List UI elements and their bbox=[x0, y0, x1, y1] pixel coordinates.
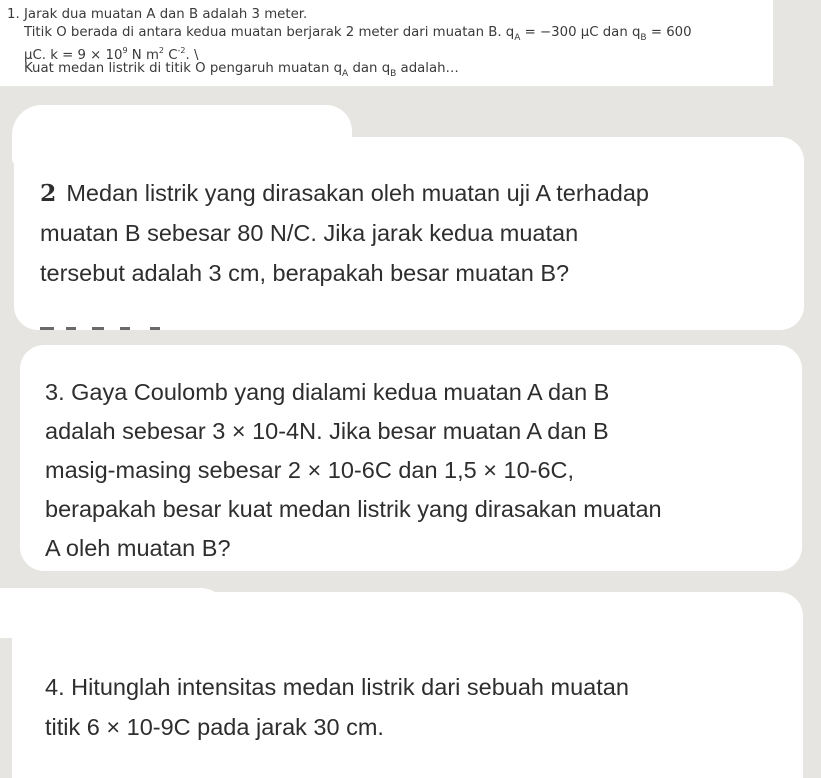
question-1-number: 1. bbox=[7, 7, 20, 22]
question-2-line-2: muatan B sebesar 80 N/C. Jika jarak kedua muatan bbox=[40, 220, 579, 246]
question-4-line-2: titik 6 × 10-9C pada jarak 30 cm. bbox=[45, 714, 384, 740]
question-3-line-1: 3. Gaya Coulomb yang dialami kedua muatan A dan B bbox=[45, 379, 610, 405]
question-2-number: 2 bbox=[40, 179, 57, 207]
question-2-text bbox=[40, 173, 649, 293]
question-3-line-4: berapakah besar kuat medan listrik yang dirasakan muatan bbox=[45, 496, 662, 522]
question-1-card bbox=[0, 0, 773, 86]
cropped-text-mark bbox=[150, 327, 160, 330]
question-3-line-3: masig-masing sebesar 2 × 10-6C dan 1,5 × 10-6C, bbox=[45, 457, 575, 483]
question-4-line-1: 4. Hitunglah intensitas medan listrik dari sebuah muatan bbox=[45, 674, 629, 700]
question-2-line-1: 2 Medan listrik yang dirasakan oleh muatan uji A terhadap bbox=[40, 179, 649, 207]
question-1-line-4: Kuat medan listrik di titik O pengaruh muatan $q_A$ dan $q_B$ adalah… bbox=[24, 61, 459, 79]
question-3-text bbox=[45, 373, 662, 568]
question-1-line-2: Titik O berada di antara kedua muatan berjarak 2 meter dari muatan B. $q_A = -300$ μC dan $q_B = 600$ bbox=[24, 25, 692, 43]
question-3-line-2: adalah sebesar 3 × 10-4N. Jika besar muatan A dan B bbox=[45, 418, 609, 444]
question-3-line-5: A oleh muatan B? bbox=[45, 535, 231, 561]
question-4-text bbox=[45, 667, 629, 747]
question-1-line-1: Jarak dua muatan A dan B adalah 3 meter. bbox=[24, 7, 308, 22]
cropped-text-mark bbox=[120, 327, 130, 330]
cropped-text-mark bbox=[66, 327, 76, 330]
cropped-text-mark bbox=[40, 327, 54, 330]
question-2-line-3: tersebut adalah 3 cm, berapakah besar muatan B? bbox=[40, 260, 570, 286]
cropped-text-mark bbox=[92, 327, 104, 330]
question-1-line-3: μC. $k = 9 \times 10^9$ N $m^2$ $C^{-2}$. \ bbox=[24, 46, 199, 63]
